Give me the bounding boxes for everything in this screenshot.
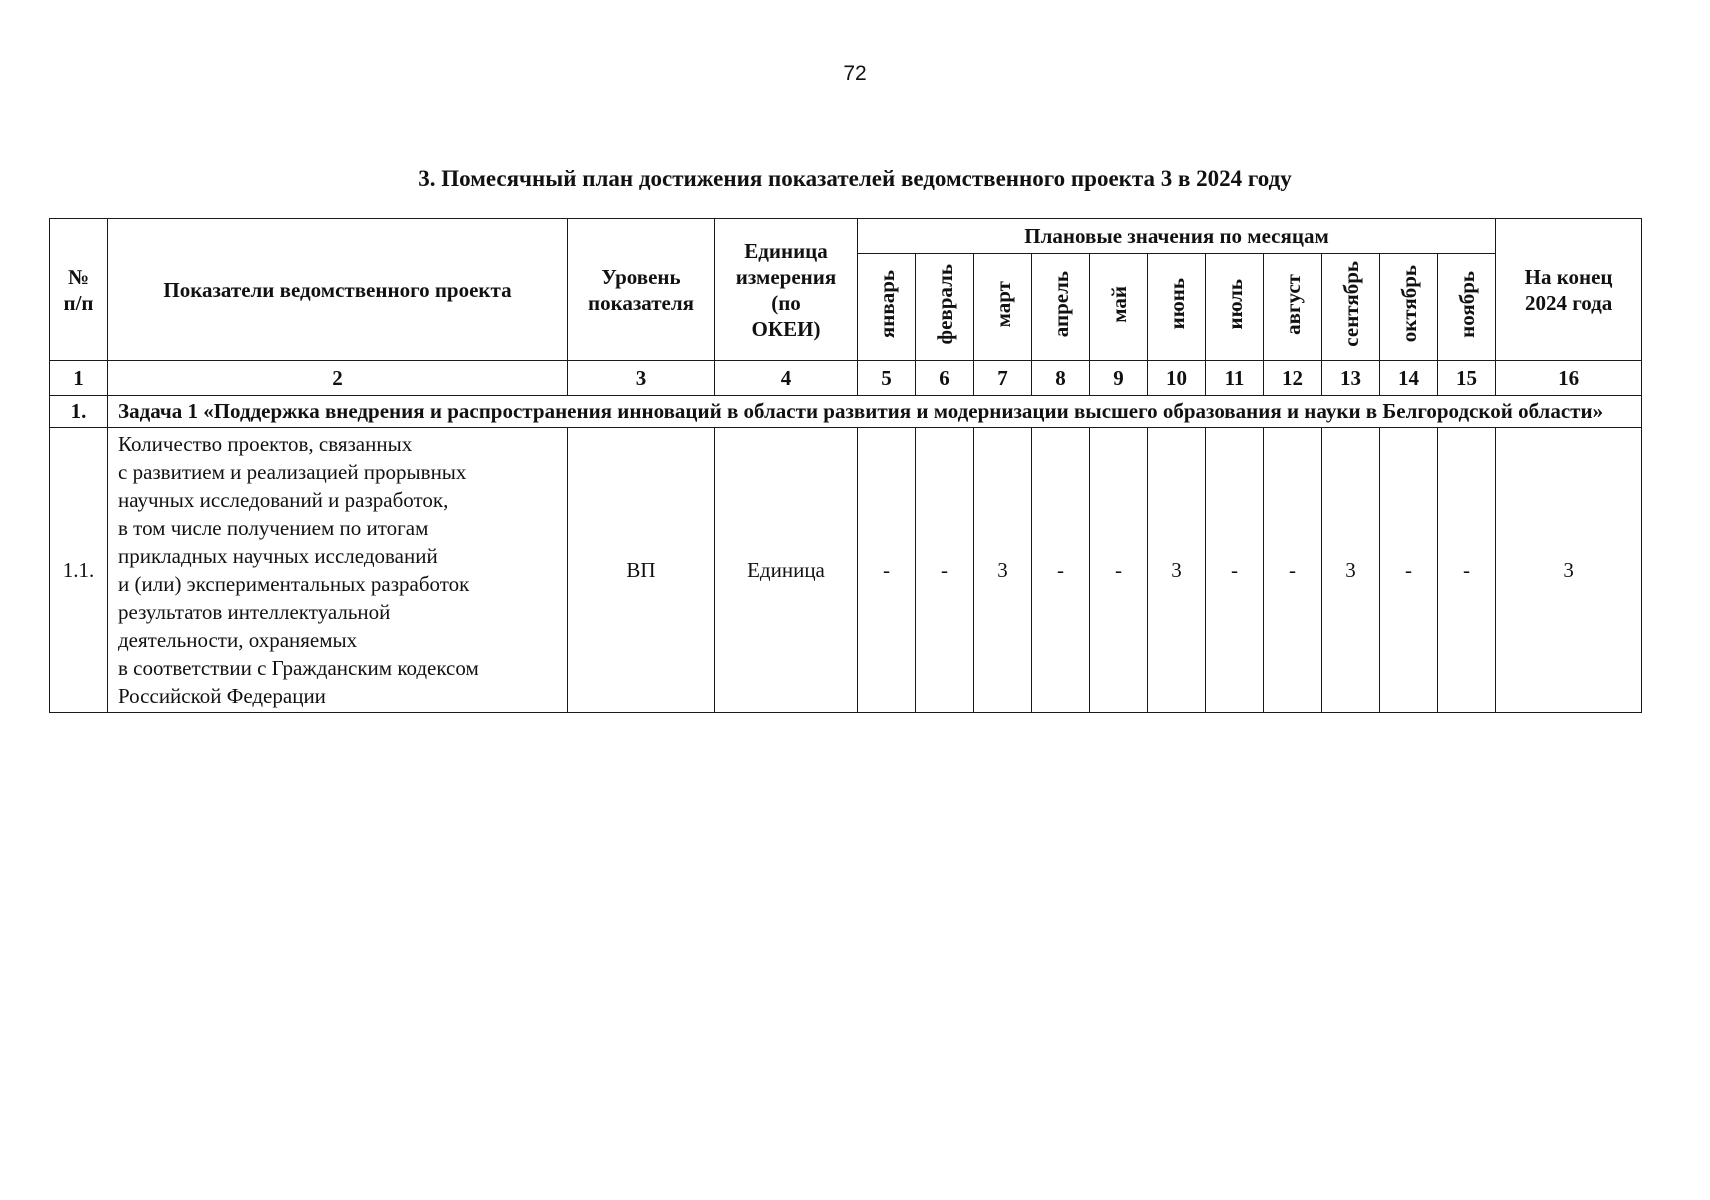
header-end-of-year: На конец 2024 года: [1496, 219, 1642, 361]
column-number: 7: [974, 361, 1032, 396]
month-label: март: [990, 280, 1015, 328]
task-row: [50, 396, 1642, 428]
month-header: [1322, 254, 1380, 361]
column-number: 8: [1032, 361, 1090, 396]
month-label: июль: [1222, 278, 1247, 330]
month-value: 3: [1322, 428, 1380, 713]
page-title: 3. Помесячный план достижения показателей ведомственного проекта 3 в 2024 году: [418, 166, 1292, 191]
month-header: [1090, 254, 1148, 361]
month-value: -: [1380, 428, 1438, 713]
month-header: [1206, 254, 1264, 361]
month-label: май: [1106, 285, 1131, 323]
month-header: [974, 254, 1032, 361]
header-level: Уровень показателя: [568, 219, 715, 361]
column-number: 1: [50, 361, 108, 396]
month-label: июнь: [1164, 278, 1189, 330]
indicator-unit: Единица: [715, 428, 858, 713]
header-monthly-values: Плановые значения по месяцам: [858, 219, 1496, 254]
month-value: 3: [1148, 428, 1206, 713]
month-label: январь: [874, 269, 899, 339]
task-text: Задача 1 «Поддержка внедрения и распространения инноваций в области развития и модернизации высшего образования и науки в Белгородской области»: [108, 396, 1642, 428]
month-value: -: [916, 428, 974, 713]
column-numbers-row: [50, 361, 1642, 396]
header-num: № п/п: [50, 219, 108, 361]
table-row: [50, 428, 1642, 713]
month-label: апрель: [1048, 270, 1073, 338]
row-number: 1.1.: [50, 428, 108, 713]
month-label: ноябрь: [1454, 270, 1479, 338]
month-value: 3: [974, 428, 1032, 713]
column-number: 11: [1206, 361, 1264, 396]
month-value: -: [1090, 428, 1148, 713]
month-value: -: [1032, 428, 1090, 713]
page-number: 72: [843, 62, 867, 85]
month-header: [1264, 254, 1322, 361]
month-value: -: [1206, 428, 1264, 713]
header-row: [50, 219, 1642, 254]
header-indicator: Показатели ведомственного проекта: [108, 219, 568, 361]
column-number: 4: [715, 361, 858, 396]
month-header: [1148, 254, 1206, 361]
month-label: февраль: [932, 263, 957, 345]
month-value: -: [1264, 428, 1322, 713]
month-header: [916, 254, 974, 361]
column-number: 15: [1438, 361, 1496, 396]
column-number: 5: [858, 361, 916, 396]
column-number: 16: [1496, 361, 1642, 396]
month-label: октябрь: [1396, 265, 1421, 343]
column-number: 13: [1322, 361, 1380, 396]
month-header: [1380, 254, 1438, 361]
column-number: 6: [916, 361, 974, 396]
header-unit: Единица измерения (по ОКЕИ): [715, 219, 858, 361]
month-header: [1032, 254, 1090, 361]
column-number: 9: [1090, 361, 1148, 396]
month-header: [1438, 254, 1496, 361]
month-value: -: [1438, 428, 1496, 713]
task-number: 1.: [50, 396, 108, 428]
column-number: 12: [1264, 361, 1322, 396]
month-header: [858, 254, 916, 361]
month-value: -: [858, 428, 916, 713]
column-number: 10: [1148, 361, 1206, 396]
month-label: сентябрь: [1338, 261, 1363, 347]
monthly-plan-table: [49, 218, 1642, 713]
indicator-name: Количество проектов, связанных с развитием и реализацией прорывных научных исследований и разработок, в том числе получением по итогам прикладных научных исследований и (или) экспериментальных разработок результатов интеллектуальной деятельности, охраняемых в соответствии с Гражданским кодексом Российской Федерации: [108, 428, 568, 713]
month-label: август: [1280, 273, 1305, 335]
column-number: 3: [568, 361, 715, 396]
column-number: 2: [108, 361, 568, 396]
column-number: 14: [1380, 361, 1438, 396]
indicator-level: ВП: [568, 428, 715, 713]
end-of-year-value: 3: [1496, 428, 1642, 713]
